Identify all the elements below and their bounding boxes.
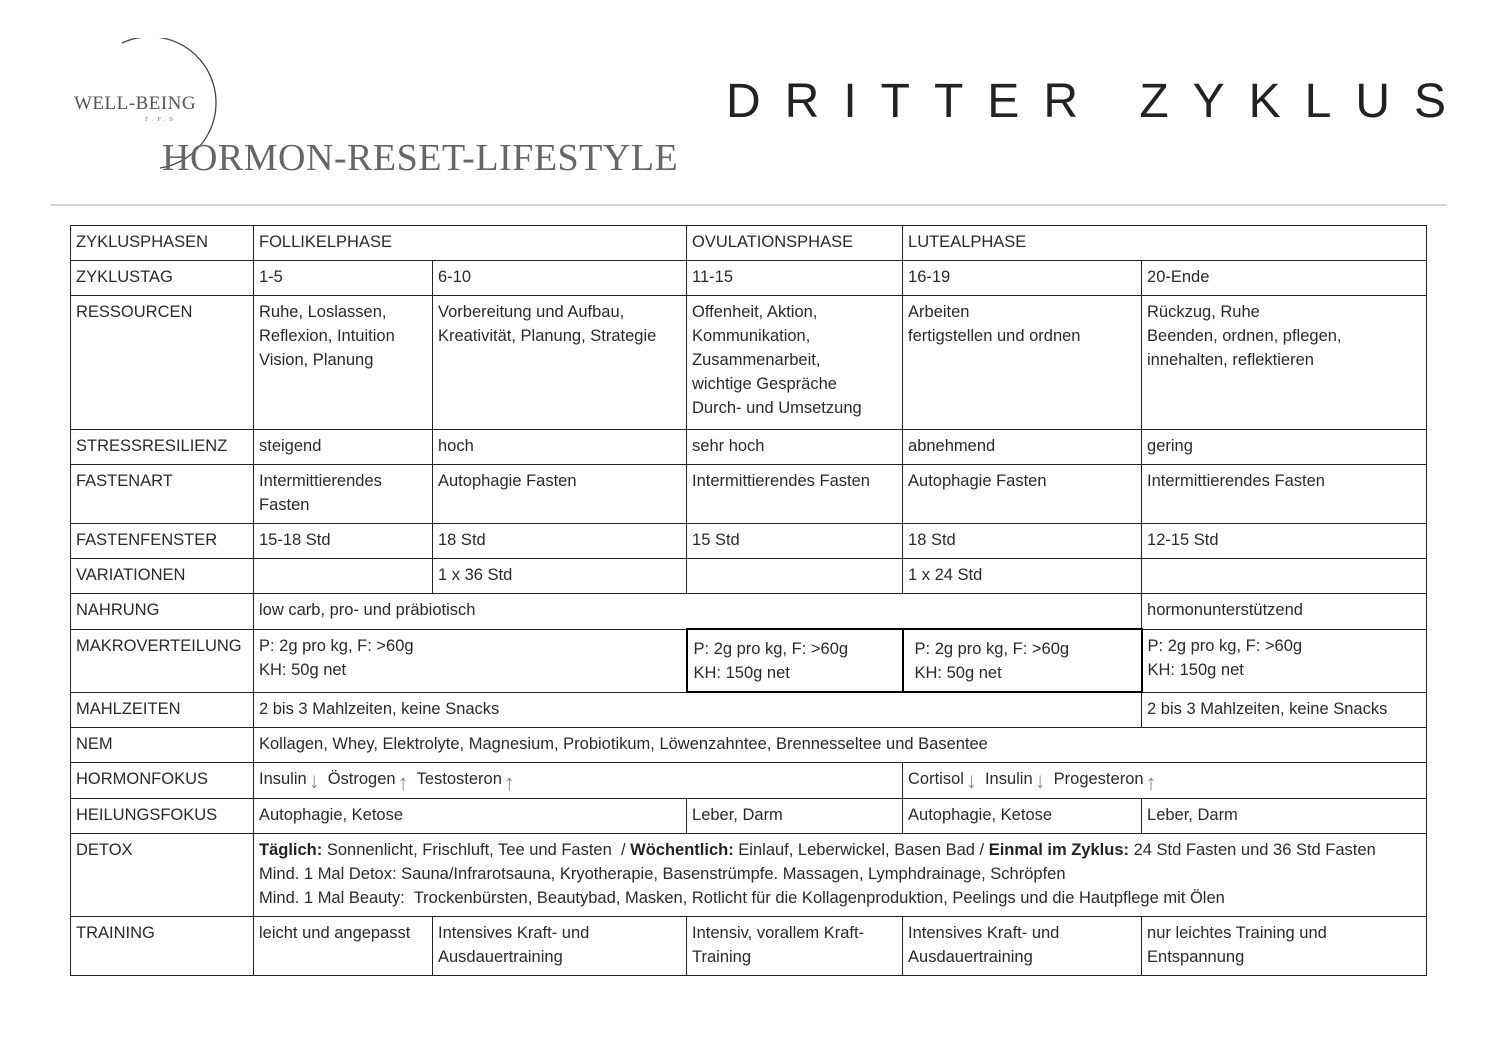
row-label: MAKROVERTEILUNG (71, 629, 254, 692)
table-cell: 12-15 Std (1142, 524, 1427, 559)
cell-line: Ausdauertraining (908, 948, 1033, 966)
table-cell: steigend (254, 430, 433, 465)
table-cell (433, 296, 687, 430)
table-cell (254, 834, 1427, 917)
row-label: NEM (71, 728, 254, 763)
cell-line: Intermittierendes (259, 472, 382, 490)
table-cell: Autophagie Fasten (903, 465, 1142, 524)
row-fastenfenster (71, 524, 1427, 559)
cell-lutealphase: LUTEALPHASE (903, 226, 1427, 261)
row-nahrung (71, 594, 1427, 630)
cell-line: Intensives Kraft- und (908, 924, 1060, 942)
row-label: FASTENART (71, 465, 254, 524)
hormone-label: Insulin (984, 770, 1033, 788)
hormone-label: Progesteron (1053, 770, 1144, 788)
row-hormonfokus (71, 763, 1427, 799)
table-cell-boxed (687, 629, 903, 692)
row-training (71, 917, 1427, 976)
cell-line: wichtige Gespräche (692, 375, 837, 393)
logo-brand: WELL-BEING (74, 93, 197, 114)
row-label: HORMONFOKUS (71, 763, 254, 799)
table-cell: Leber, Darm (1142, 799, 1427, 834)
row-label: NAHRUNG (71, 594, 254, 630)
table-cell (903, 917, 1142, 976)
table-cell: Autophagie, Ketose (254, 799, 687, 834)
arrow-down-icon: ↓ (308, 768, 320, 793)
cell-line: Entspannung (1147, 948, 1245, 966)
row-heilungsfokus (71, 799, 1427, 834)
table-cell (1142, 917, 1427, 976)
table-cell: 18 Std (903, 524, 1142, 559)
table-cell: abnehmend (903, 430, 1142, 465)
row-makroverteilung (71, 629, 1427, 692)
arrow-up-icon: ↑ (503, 770, 515, 795)
row-label: FASTENFENSTER (71, 524, 254, 559)
hormone-label: Testosteron (416, 770, 502, 788)
row-nem (71, 728, 1427, 763)
table-cell: hoch (433, 430, 687, 465)
tagline: HORMON-RESET-LIFESTYLE (162, 137, 679, 179)
cell-line: innehalten, reflektieren (1147, 351, 1314, 369)
table-cell: hormonunterstützend (1142, 594, 1427, 630)
row-detox (71, 834, 1427, 917)
table-cell: 2 bis 3 Mahlzeiten, keine Snacks (254, 692, 1142, 728)
row-mahlzeiten (71, 692, 1427, 728)
table-cell (254, 559, 433, 594)
row-stressresilienz (71, 430, 1427, 465)
cell-line: Fasten (259, 496, 310, 514)
table-cell: 2 bis 3 Mahlzeiten, keine Snacks (1142, 692, 1427, 728)
table-cell: leicht und angepasst (254, 917, 433, 976)
cell-line: Kommunikation, (692, 327, 811, 345)
logo (60, 38, 679, 188)
table-cell: 1 x 36 Std (433, 559, 687, 594)
cell-line: KH: 50g net (259, 660, 347, 679)
logo-brand-sub: F.P.S (145, 117, 177, 123)
cell-line: P: 2g pro kg, F: >60g (914, 640, 1070, 658)
table-cell: sehr hoch (687, 430, 903, 465)
header-divider (50, 204, 1447, 206)
row-label: TRAINING (71, 917, 254, 976)
row-zyklustag (71, 261, 1427, 296)
cell-line: nur leichtes Training und (1147, 924, 1327, 942)
detox-line-2: Mind. 1 Mal Detox: Sauna/Infrarotsauna, Kryotherapie, Basenstrümpfe. Massagen, Lymphdrainage, Schröpfen (259, 865, 1066, 883)
table-cell: Leber, Darm (687, 799, 903, 834)
table-cell (254, 465, 433, 524)
row-label: HEILUNGSFOKUS (71, 799, 254, 834)
cell-line: Reflexion, Intuition (259, 327, 395, 345)
table-cell: Intermittierendes Fasten (1142, 465, 1427, 524)
cycle-table (70, 225, 1427, 976)
table-cell (254, 296, 433, 430)
cell-line: Kreativität, Planung, Strategie (438, 327, 657, 345)
table-cell (687, 559, 903, 594)
row-label: ZYKLUSPHASEN (71, 226, 254, 261)
table-cell (1142, 559, 1427, 594)
table-cell: 20-Ende (1142, 261, 1427, 296)
cell-follikelphase: FOLLIKELPHASE (254, 226, 687, 261)
table-cell (254, 763, 903, 799)
cell-line: Offenheit, Aktion, (692, 303, 818, 321)
cell-line: Vision, Planung (259, 351, 374, 369)
row-zyklusphasen (71, 226, 1427, 261)
row-label: RESSOURCEN (71, 296, 254, 430)
cell-line: P: 2g pro kg, F: >60g (1147, 636, 1303, 655)
cell-line: fertigstellen und ordnen (908, 327, 1081, 345)
table-cell (903, 296, 1142, 430)
arrow-up-icon: ↑ (1145, 770, 1157, 795)
detox-text: Sonnenlicht, Frischluft, Tee und Fasten / (322, 841, 631, 859)
arrow-up-icon: ↑ (397, 770, 409, 795)
cell-ovulationsphase: OVULATIONSPHASE (687, 226, 903, 261)
cell-line: KH: 150g net (693, 664, 790, 682)
page-title: DRITTER ZYKLUS (726, 75, 1471, 128)
cell-line: KH: 150g net (1147, 660, 1244, 679)
table-cell: 18 Std (433, 524, 687, 559)
table-cell: 11-15 (687, 261, 903, 296)
table-cell (254, 629, 687, 692)
cell-line: Intensiv, vorallem Kraft- (692, 924, 865, 942)
detox-label: Wöchentlich: (630, 841, 734, 859)
table-cell: Intermittierendes Fasten (687, 465, 903, 524)
table-cell (1142, 629, 1427, 692)
table-cell (1142, 296, 1427, 430)
arrow-down-icon: ↓ (965, 768, 977, 793)
cell-line: Vorbereitung und Aufbau, (438, 303, 625, 321)
detox-text: Einlauf, Leberwickel, Basen Bad / (733, 841, 989, 859)
cell-line: P: 2g pro kg, F: >60g (693, 640, 849, 658)
row-label: STRESSRESILIENZ (71, 430, 254, 465)
table-cell: 1-5 (254, 261, 433, 296)
row-label: VARIATIONEN (71, 559, 254, 594)
cell-line: Arbeiten (908, 303, 970, 321)
table-cell (903, 763, 1427, 799)
row-fastenart (71, 465, 1427, 524)
cell-line: Zusammenarbeit, (692, 351, 821, 369)
table-cell: Autophagie Fasten (433, 465, 687, 524)
detox-line-1 (259, 838, 1421, 862)
hormone-label: Cortisol (908, 770, 964, 788)
table-cell: low carb, pro- und präbiotisch (254, 594, 1142, 630)
table-cell: 16-19 (903, 261, 1142, 296)
row-label: DETOX (71, 834, 254, 917)
cell-line: Training (692, 948, 752, 966)
row-variationen (71, 559, 1427, 594)
detox-text: 24 Std Fasten und 36 Std Fasten (1129, 841, 1376, 859)
table-cell: 15 Std (687, 524, 903, 559)
cell-line: Beenden, ordnen, pflegen, (1147, 327, 1342, 345)
row-label: ZYKLUSTAG (71, 261, 254, 296)
table-cell-boxed (903, 629, 1142, 692)
table-cell (687, 296, 903, 430)
hormone-label: Insulin (259, 770, 307, 788)
detox-label: Täglich: (259, 841, 323, 859)
row-ressourcen (71, 296, 1427, 430)
hormone-label: Östrogen (327, 770, 396, 788)
table-cell: Autophagie, Ketose (903, 799, 1142, 834)
cell-line: Rückzug, Ruhe (1147, 303, 1260, 321)
table-cell: gering (1142, 430, 1427, 465)
row-label: MAHLZEITEN (71, 692, 254, 728)
cell-line: KH: 50g net (914, 664, 1002, 682)
detox-label: Einmal im Zyklus: (988, 841, 1129, 859)
table-cell: Kollagen, Whey, Elektrolyte, Magnesium, Probiotikum, Löwenzahntee, Brennesseltee und Basentee (254, 728, 1427, 763)
table-cell: 15-18 Std (254, 524, 433, 559)
cell-line: Ruhe, Loslassen, (259, 303, 387, 321)
table-cell (433, 917, 687, 976)
detox-line-3: Mind. 1 Mal Beauty: Trockenbürsten, Beautybad, Masken, Rotlicht für die Kollagenproduktion, Peelings und die Hautpflege mit Ölen (259, 889, 1225, 907)
table-cell (687, 917, 903, 976)
table-cell: 6-10 (433, 261, 687, 296)
cell-line: Durch- und Umsetzung (692, 399, 862, 417)
cell-line: P: 2g pro kg, F: >60g (259, 636, 414, 655)
arrow-down-icon: ↓ (1034, 768, 1046, 793)
table-cell: 1 x 24 Std (903, 559, 1142, 594)
cell-line: Intensives Kraft- und (438, 924, 590, 942)
cell-line: Ausdauertraining (438, 948, 563, 966)
